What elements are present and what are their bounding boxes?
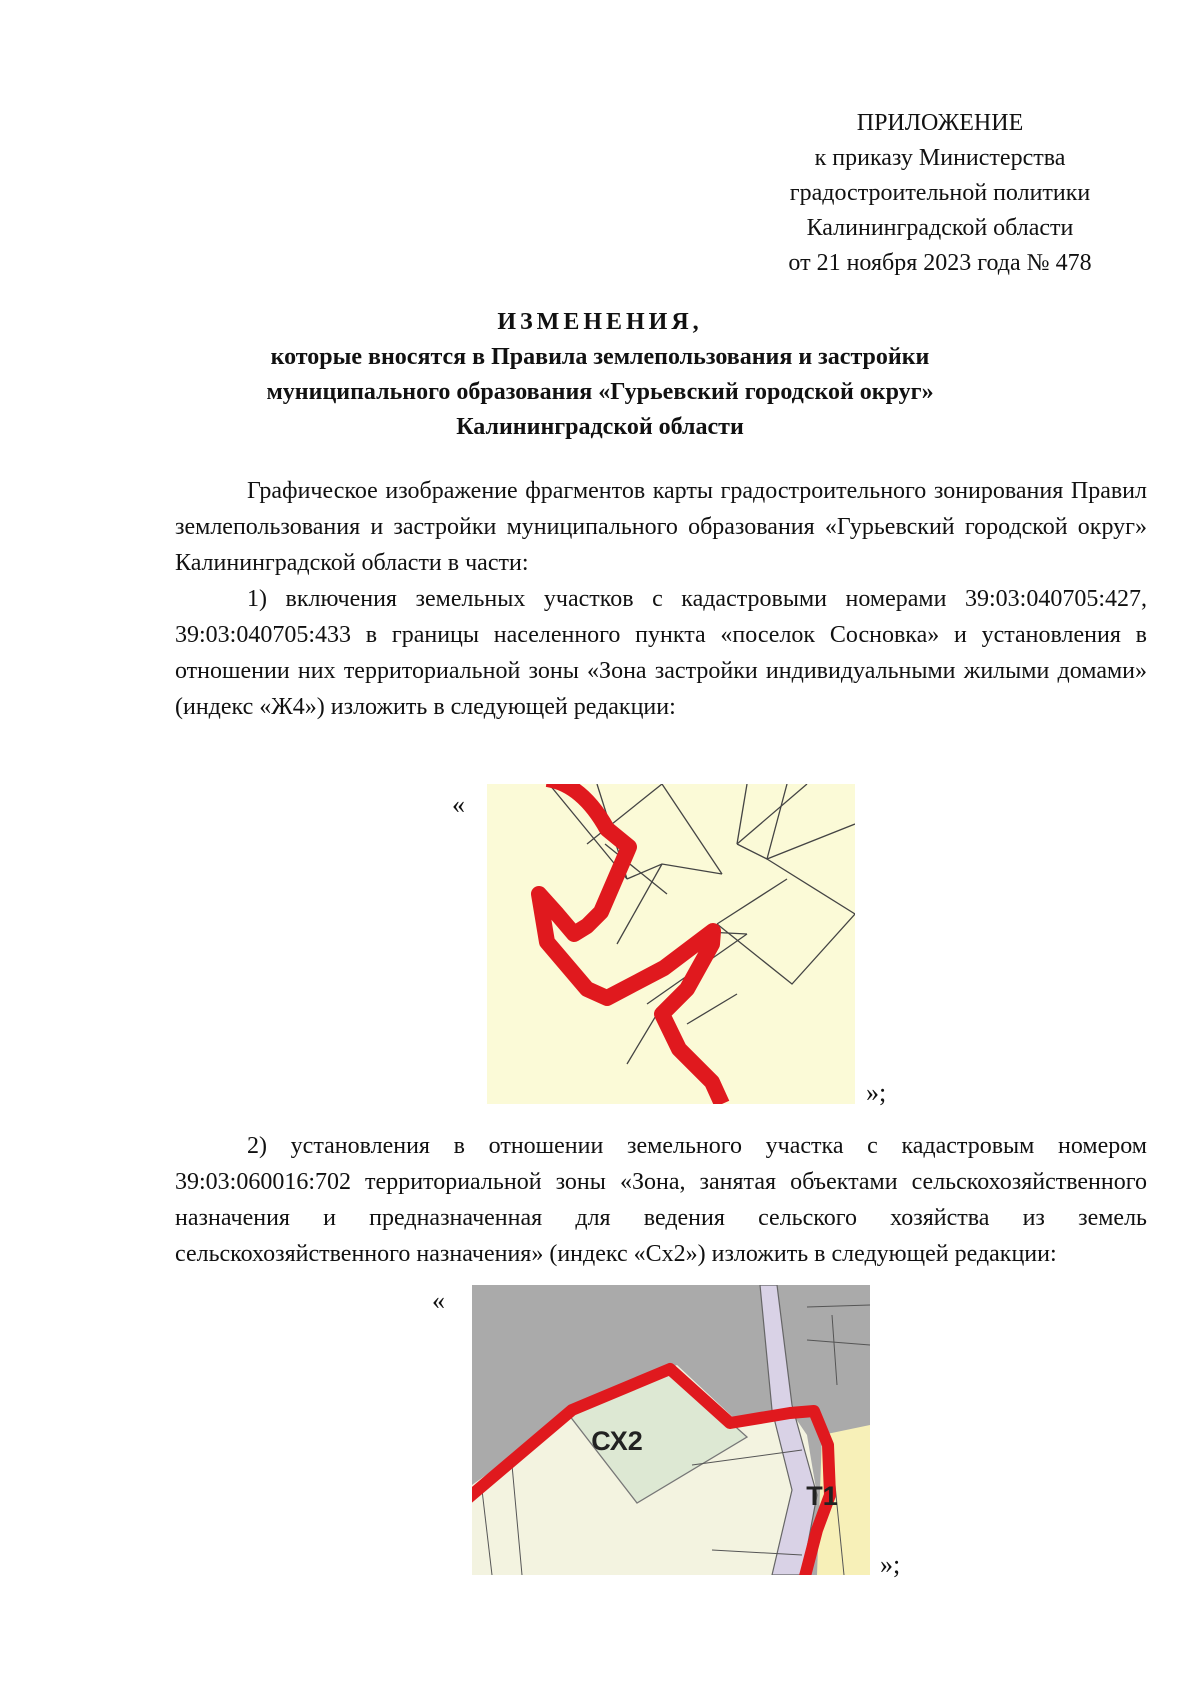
item-2-text: 2) установления в отношении земельного участка с кадастровым номером 39:03:060016:702 территориальной зоны «Зона, занятая объектами сельскохозяйственного назначения и предназначенная для ведения сельского хозяйства из земель сельскохозяйственного назначения» (индекс «Сх2») изложить в следующей редакции: <box>175 1133 1147 1267</box>
appendix-line: к приказу Министерства <box>814 145 1066 171</box>
heading-line: Калининградской области <box>456 414 744 440</box>
zone-label-transport: Т1 <box>806 1481 838 1511</box>
zone-label-agri: СХ2 <box>591 1426 643 1456</box>
heading-title: ИЗМЕНЕНИЯ, <box>497 309 703 335</box>
zoning-map-2 <box>472 1285 870 1575</box>
open-quote: « <box>452 790 465 819</box>
appendix-title: ПРИЛОЖЕНИЕ <box>856 110 1024 136</box>
item-2-paragraph <box>175 1128 1147 1272</box>
appendix-line: градостроительной политики <box>789 180 1091 206</box>
heading-line: которые вносятся в Правила землепользования и застройки <box>270 344 930 370</box>
heading-line: муниципального образования «Гурьевский городской округ» <box>266 379 934 405</box>
appendix-line: Калининградской области <box>806 215 1074 241</box>
intro-text: Графическое изображение фрагментов карты градостроительного зонирования Правил землепользования и застройки муниципального образования «Гурьевский городской округ» Калининградской области в части: <box>175 478 1147 576</box>
close-quote: »; <box>866 1078 887 1107</box>
open-quote: « <box>432 1286 445 1315</box>
item-1-text: 1) включения земельных участков с кадастровыми номерами 39:03:040705:427, 39:03:040705:433 в границы населенного пункта «поселок Сосновка» и установления в отношении них территориальной зоны «Зона застройки индивидуальными жилыми домами» (индекс «Ж4») изложить в следующей редакции: <box>175 586 1147 720</box>
item-1-paragraph <box>175 581 1147 725</box>
appendix-line: от 21 ноября 2023 года № 478 <box>788 250 1092 276</box>
close-quote: »; <box>880 1550 901 1579</box>
zoning-map-1 <box>487 784 855 1104</box>
appendix-block <box>760 106 1120 281</box>
intro-paragraph <box>175 473 1147 581</box>
document-heading <box>0 305 1200 445</box>
